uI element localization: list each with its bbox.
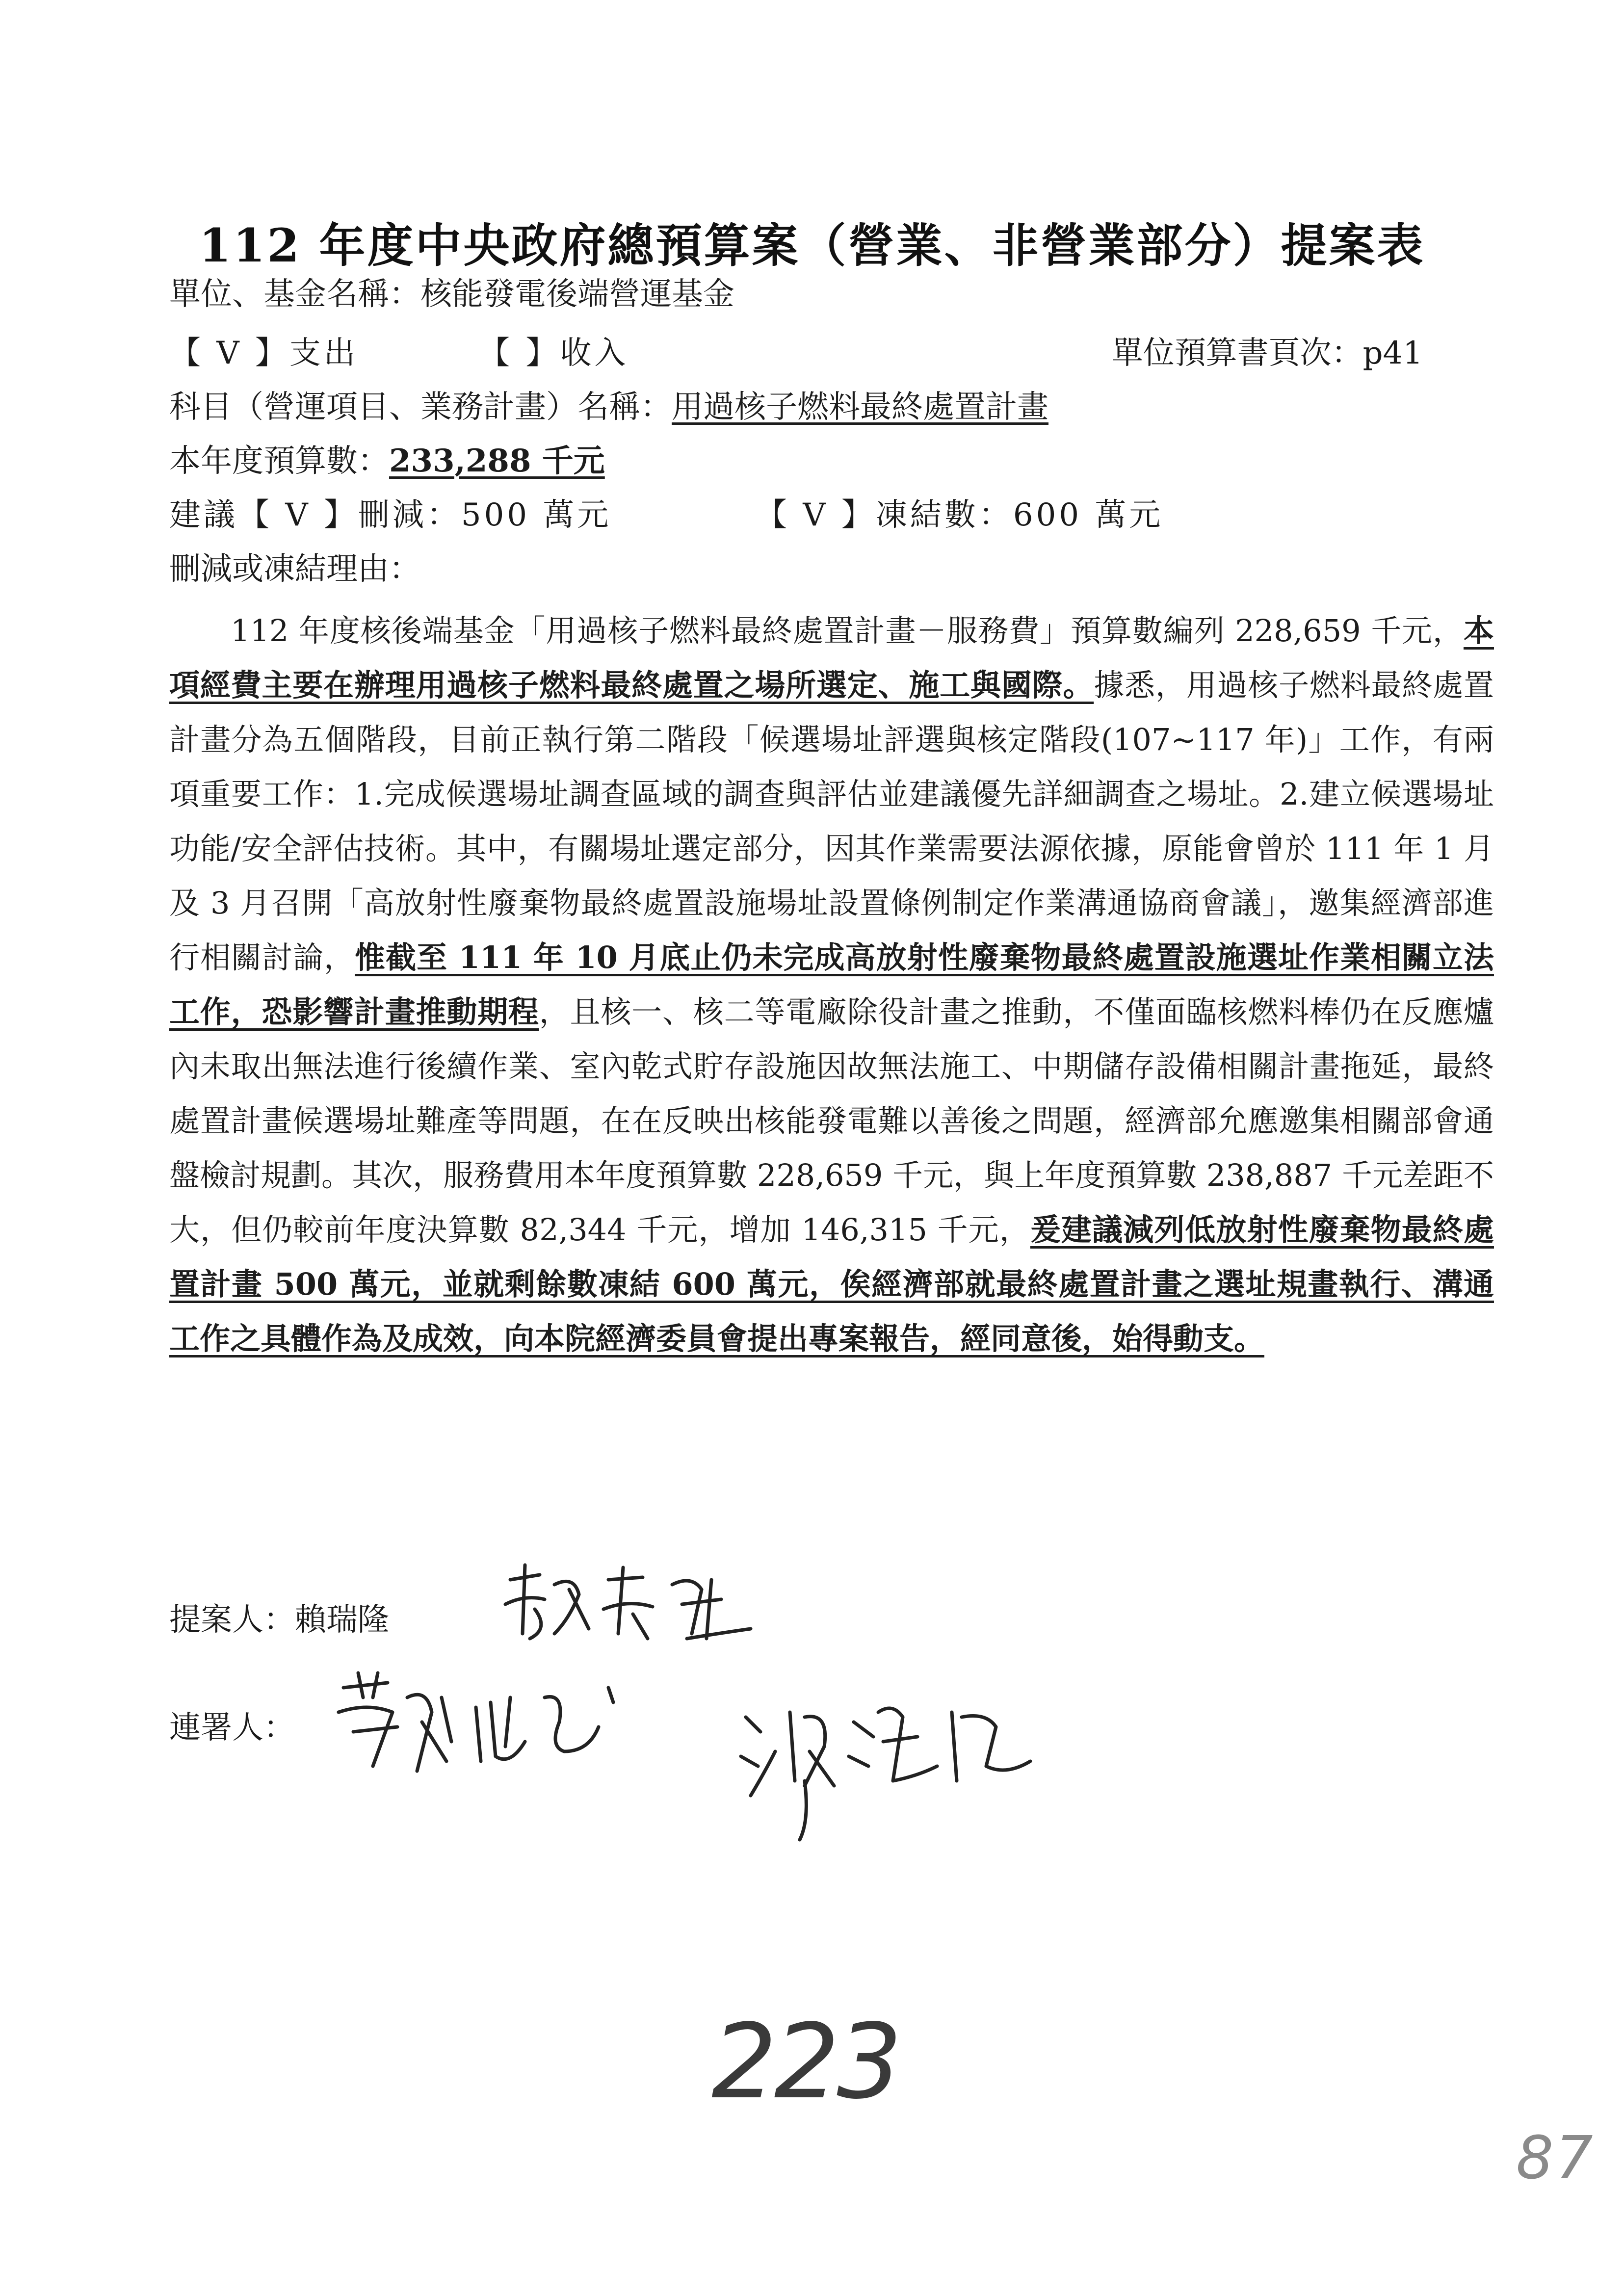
cosigner-signature-2 (731, 1683, 1045, 1845)
budget-value: 233,288 千元 (389, 443, 605, 479)
page-title: 112 年度中央政府總預算案（營業、非營業部分）提案表 (199, 219, 1425, 273)
budget-label: 本年度預算數： (169, 443, 389, 479)
fund-value: 核能發電後端營運基金 (420, 276, 734, 313)
reason-emphasis-1: 本項經費主要在辦理用過核子燃料最終處置之場所選定、施工與國際。 (169, 613, 1494, 703)
cut-amount: 建議【 V 】刪減：500 萬元 (169, 497, 612, 533)
type-row (169, 334, 629, 373)
reason-text-1: 112 年度核後端基金「用過核子燃料最終處置計畫－服務費」預算數編列 228,659 千元， (231, 613, 1464, 649)
income-checkbox: 【 】收入 (478, 335, 629, 371)
cosigner-signature-1 (334, 1668, 648, 1805)
freeze-amount: 【 V 】凍結數：600 萬元 (756, 497, 1164, 533)
fund-label: 單位、基金名稱： (169, 276, 420, 313)
subject-value: 用過核子燃料最終處置計畫 (672, 389, 1048, 425)
reason-paragraph (169, 603, 1494, 1366)
fund-row (169, 275, 734, 314)
subject-row (169, 388, 1048, 427)
reason-text-2: 據悉，用過核子燃料最終處置計畫分為五個階段，目前正執行第二階段「候選場址評選與核定階段(107~117 年)」工作，有兩項重要工作：1.完成候選場址調查區域的調查與評估並建議優先詳細調查之場址。2.建立候選場址功能/安全評估技術。其中，有關場址選定部分，因其作業需要法源依據，原能會曾於 111 年 1 月及 3 月召開「高放射性廢棄物最終處置設施場址設置條例制定作業溝通協商會議」，邀集經濟部進行相關討論， (169, 667, 1494, 975)
subject-label: 科目（營運項目、業務計畫）名稱： (169, 389, 672, 425)
stamp-number: 87 (1516, 2124, 1595, 2192)
budget-row (169, 442, 605, 481)
reason-emphasis-2: 惟截至 111 年 10 月底止仍未完成高放射性廢棄物最終處置設施選址作業相關立法工作，恐影響計畫推動期程 (169, 939, 1494, 1030)
reason-emphasis-3: 爰建議減列低放射性廢棄物最終處置計畫 500 萬元，並就剩餘數凍結 600 萬元，俟經濟部就最終處置計畫之選址規畫執行、溝通工作之具體作為及成效，向本院經濟委員會提出專案報告，經同意後，始得動支。 (169, 1212, 1494, 1357)
suggestion-row (169, 496, 1164, 535)
page-reference: 單位預算書頁次：p41 (1111, 335, 1423, 371)
proposer-signature (496, 1560, 770, 1648)
proposer-label: 提案人：賴瑞隆 (169, 1602, 389, 1638)
expense-checkbox: 【 V 】支出 (169, 335, 358, 371)
reason-text-3: ，且核一、核二等電廠除役計畫之推動，不僅面臨核燃料棒仍在反應爐內未取出無法進行後續作業、室內乾式貯存設施因故無法施工、中期儲存設備相關計畫拖延，最終處置計畫候選場址難產等問題，在在反映出核能發電難以善後之問題，經濟部允應邀集相關部會通盤檢討規劃。其次，服務費用本年度預算數 228,659 千元，與上年度預算數 238,887 千元差距不大，但仍較前年度決算數 82,344 千元，增加 146,315 千元， (169, 994, 1494, 1248)
cosigner-label: 連署人： (169, 1710, 295, 1746)
page-number: 223 (711, 2002, 899, 2122)
reason-label: 刪減或凍結理由： (169, 551, 420, 587)
